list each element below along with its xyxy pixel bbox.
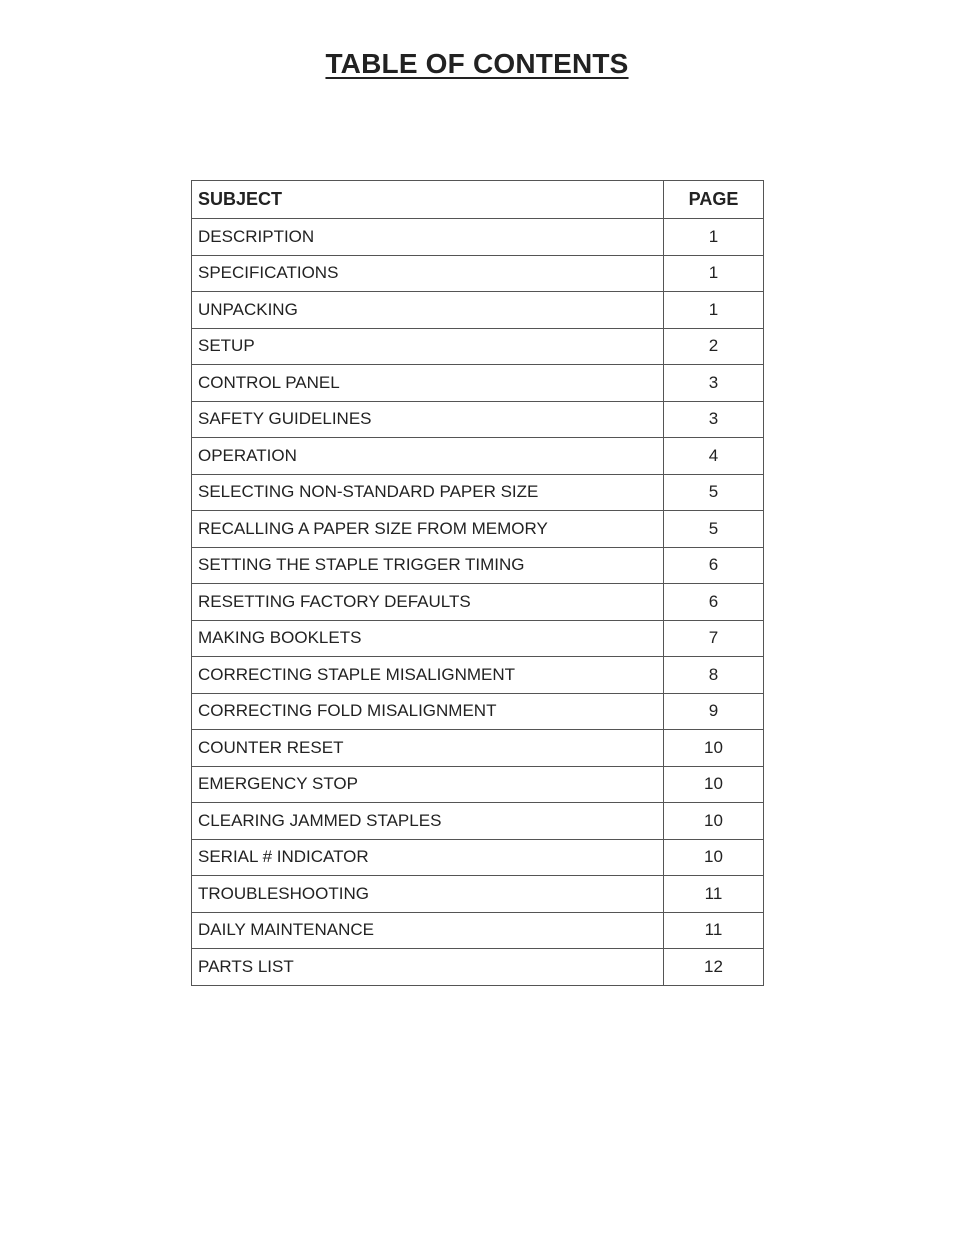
table-row bbox=[192, 803, 764, 840]
subject-cell: SETTING THE STAPLE TRIGGER TIMING bbox=[192, 547, 664, 584]
table-row bbox=[192, 219, 764, 256]
page-cell: 6 bbox=[664, 584, 764, 621]
table-row bbox=[192, 292, 764, 329]
page-cell: 11 bbox=[664, 876, 764, 913]
table-row bbox=[192, 328, 764, 365]
page-cell: 2 bbox=[664, 328, 764, 365]
page-cell: 1 bbox=[664, 255, 764, 292]
page-cell: 3 bbox=[664, 365, 764, 402]
toc-table bbox=[191, 180, 764, 986]
table-row bbox=[192, 474, 764, 511]
page-cell: 1 bbox=[664, 219, 764, 256]
subject-cell: CONTROL PANEL bbox=[192, 365, 664, 402]
subject-cell: SELECTING NON-STANDARD PAPER SIZE bbox=[192, 474, 664, 511]
page-cell: 5 bbox=[664, 474, 764, 511]
table-row bbox=[192, 876, 764, 913]
subject-cell: OPERATION bbox=[192, 438, 664, 475]
table-row bbox=[192, 438, 764, 475]
table-header-row bbox=[192, 181, 764, 219]
page-cell: 4 bbox=[664, 438, 764, 475]
subject-cell: MAKING BOOKLETS bbox=[192, 620, 664, 657]
page-title: TABLE OF CONTENTS bbox=[325, 48, 629, 79]
table-row bbox=[192, 620, 764, 657]
table-row bbox=[192, 730, 764, 767]
page-cell: 3 bbox=[664, 401, 764, 438]
table-row bbox=[192, 365, 764, 402]
page-cell: 10 bbox=[664, 803, 764, 840]
table-row bbox=[192, 584, 764, 621]
subject-cell: CORRECTING STAPLE MISALIGNMENT bbox=[192, 657, 664, 694]
subject-cell: TROUBLESHOOTING bbox=[192, 876, 664, 913]
subject-cell: DESCRIPTION bbox=[192, 219, 664, 256]
table-row bbox=[192, 657, 764, 694]
subject-column-header: SUBJECT bbox=[192, 181, 664, 219]
table-row bbox=[192, 839, 764, 876]
subject-cell: SETUP bbox=[192, 328, 664, 365]
page-cell: 10 bbox=[664, 730, 764, 767]
subject-cell: CLEARING JAMMED STAPLES bbox=[192, 803, 664, 840]
table-row bbox=[192, 766, 764, 803]
page-cell: 10 bbox=[664, 766, 764, 803]
table-row bbox=[192, 693, 764, 730]
subject-cell: RECALLING A PAPER SIZE FROM MEMORY bbox=[192, 511, 664, 548]
subject-cell: EMERGENCY STOP bbox=[192, 766, 664, 803]
page-cell: 8 bbox=[664, 657, 764, 694]
subject-cell: SAFETY GUIDELINES bbox=[192, 401, 664, 438]
subject-cell: RESETTING FACTORY DEFAULTS bbox=[192, 584, 664, 621]
table-row bbox=[192, 255, 764, 292]
subject-cell: PARTS LIST bbox=[192, 949, 664, 986]
subject-cell: DAILY MAINTENANCE bbox=[192, 912, 664, 949]
table-row bbox=[192, 912, 764, 949]
page-cell: 5 bbox=[664, 511, 764, 548]
subject-cell: SERIAL # INDICATOR bbox=[192, 839, 664, 876]
page-cell: 10 bbox=[664, 839, 764, 876]
subject-cell: UNPACKING bbox=[192, 292, 664, 329]
page-column-header: PAGE bbox=[664, 181, 764, 219]
table-row bbox=[192, 547, 764, 584]
page-cell: 6 bbox=[664, 547, 764, 584]
subject-cell: SPECIFICATIONS bbox=[192, 255, 664, 292]
table-row bbox=[192, 949, 764, 986]
page-cell: 1 bbox=[664, 292, 764, 329]
page-cell: 9 bbox=[664, 693, 764, 730]
page-cell: 7 bbox=[664, 620, 764, 657]
subject-cell: COUNTER RESET bbox=[192, 730, 664, 767]
subject-cell: CORRECTING FOLD MISALIGNMENT bbox=[192, 693, 664, 730]
page-cell: 11 bbox=[664, 912, 764, 949]
page-cell: 12 bbox=[664, 949, 764, 986]
table-row bbox=[192, 511, 764, 548]
table-row bbox=[192, 401, 764, 438]
toc-body bbox=[192, 219, 764, 986]
